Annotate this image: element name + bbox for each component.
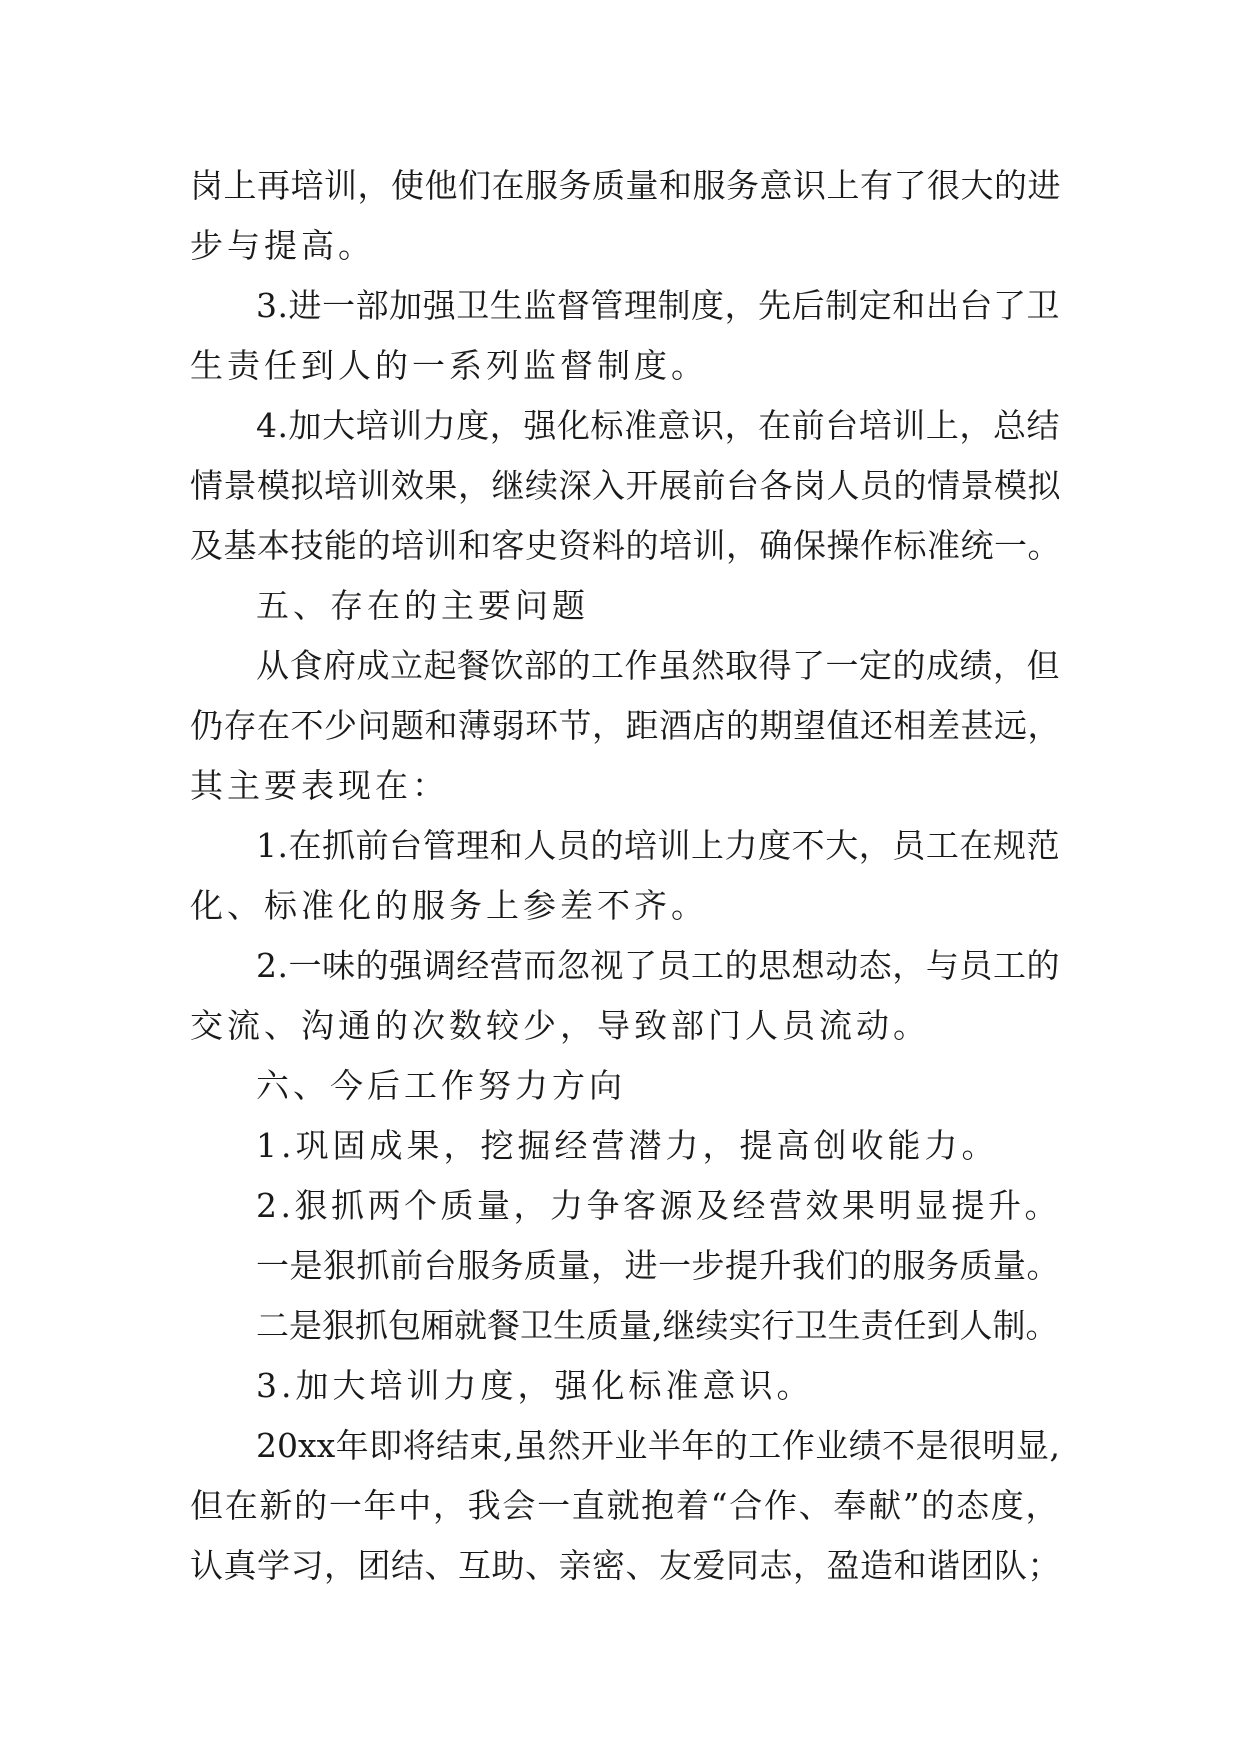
section-heading: 五、存在的主要问题 [256, 586, 589, 625]
text-line: 2.一味的强调经营而忽视了员工的思想动态，与员工的 [256, 946, 1060, 985]
text-line: 及基本技能的培训和客史资料的培训，确保操作标准统一。 [190, 526, 1061, 565]
text-line: 20xx年即将结束,虽然开业半年的工作业绩不是很明显, [256, 1426, 1060, 1465]
text-line: 二是狠抓包厢就餐卫生质量,继续实行卫生责任到人制。 [256, 1306, 1059, 1345]
section-heading: 六、今后工作努力方向 [256, 1066, 626, 1105]
text-line: 认真学习，团结、互助、亲密、友爱同志，盈造和谐团队； [190, 1546, 1061, 1585]
text-line: 化、标准化的服务上参差不齐。 [190, 886, 708, 925]
text-line: 其主要表现在： [190, 766, 449, 805]
text-line: 仍存在不少问题和薄弱环节，距酒店的期望值还相差甚远， [190, 706, 1061, 745]
text-line: 1.在抓前台管理和人员的培训上力度不大，员工在规范 [256, 826, 1060, 865]
text-line: 一是狠抓前台服务质量，进一步提升我们的服务质量。 [256, 1246, 1060, 1285]
text-line: 交流、沟通的次数较少，导致部门人员流动。 [190, 1006, 930, 1045]
text-line: 3.加大培训力度，强化标准意识。 [256, 1366, 814, 1405]
document-body [190, 156, 1060, 1596]
text-line: 步与提高。 [190, 226, 375, 265]
text-line: 1.巩固成果，挖掘经营潜力，提高创收能力。 [256, 1126, 999, 1165]
text-line: 岗上再培训，使他们在服务质量和服务意识上有了很大的进 [190, 166, 1061, 205]
text-line: 情景模拟培训效果，继续深入开展前台各岗人员的情景模拟 [190, 466, 1061, 505]
text-line: 4.加大培训力度，强化标准意识，在前台培训上，总结 [256, 406, 1060, 445]
text-line: 3.进一部加强卫生监督管理制度，先后制定和出台了卫 [256, 286, 1060, 325]
text-line: 但在新的一年中，我会一直就抱着“合作、奉献”的态度， [190, 1486, 1060, 1525]
text-line: 从食府成立起餐饮部的工作虽然取得了一定的成绩，但 [256, 646, 1060, 685]
text-line: 2.狠抓两个质量，力争客源及经营效果明显提升。 [256, 1186, 1061, 1225]
text-line: 生责任到人的一系列监督制度。 [190, 346, 708, 385]
